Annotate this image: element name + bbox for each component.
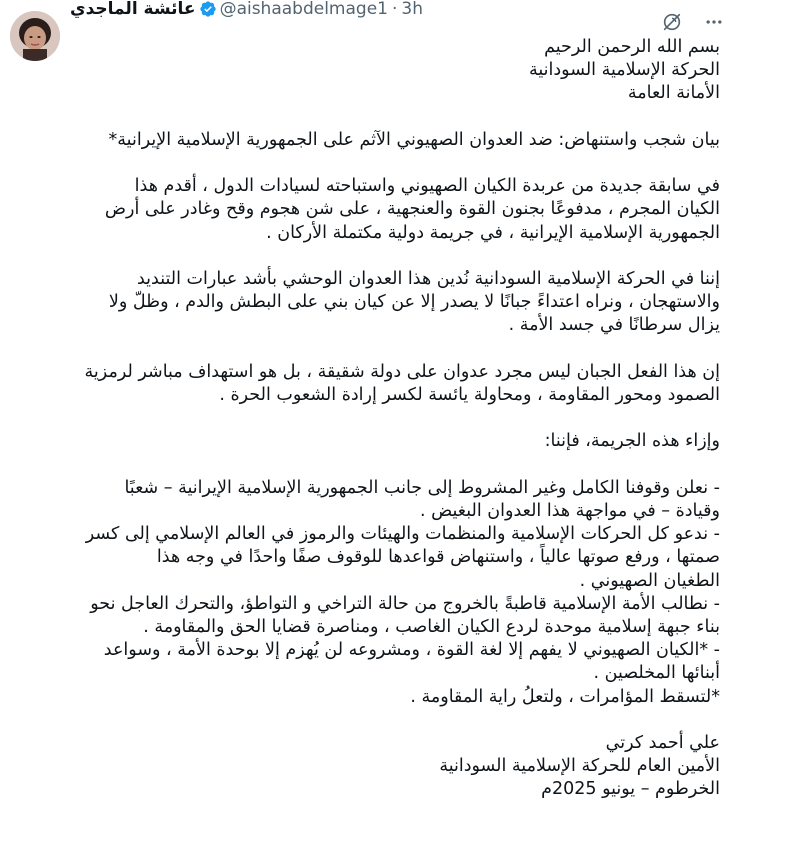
display-name[interactable]: عائشة الماجدي (70, 0, 196, 19)
tweet-text-line: - ندعو كل الحركات الإسلامية والمنظمات والهيئات والرموز في العالم الإسلامي إلى كسر (85, 524, 720, 545)
blank-line (80, 245, 720, 268)
user-handle[interactable]: @aishaabdelmage1 (219, 0, 388, 19)
more-options-icon[interactable] (700, 8, 728, 36)
tweet-text-line: - نعلن وقوفنا الكامل وغير المشروط إلى جانب الجمهورية الإسلامية الإيرانية – شعبًا (124, 477, 720, 498)
tweet-text-line: وقيادة – في مواجهة هذا العدوان البغيض . (419, 500, 720, 521)
tweet-text-line: علي أحمد كرتي (605, 732, 720, 753)
tweet-text (80, 36, 720, 802)
tweet-text-line: الكيان المجرم ، مدفوعًا بجنون القوة والعنجهية ، على شن هجوم وقح وغادر على أرض (104, 199, 720, 220)
avatar[interactable] (10, 11, 60, 61)
blank-line (80, 152, 720, 175)
tweet-text-line: - *الكيان الصهيوني لا يفهم إلا لغة القوة ، ومشروعه لن يُهزم إلا بوحدة الأمة ، وسواعد (103, 640, 720, 661)
blank-line (80, 338, 720, 361)
timestamp[interactable]: 3h (401, 0, 423, 19)
tweet-text-line: - نطالب الأمة الإسلامية قاطبةً بالخروج من حالة التراخي و التواطؤ، والتحرك العاجل نحو (90, 593, 720, 614)
tweet-text-line: بيان شجب واستنهاض: ضد العدوان الصهيوني الآثم على الجمهورية الإسلامية الإيرانية* (108, 129, 720, 150)
tweet-text-line: الجمهورية الإسلامية الإيرانية ، في جريمة دولية مكتملة الأركان . (266, 222, 720, 243)
tweet-text-line: بسم الله الرحمن الرحيم (544, 37, 720, 57)
tweet-header (70, 0, 423, 22)
tweet-text-line: يزال سرطانًا في جسد الأمة . (508, 315, 720, 336)
tweet-text-line: الطغيان الصهيوني . (579, 570, 720, 591)
tweet-text-line: في سابقة جديدة من عربدة الكيان الصهيوني واستباحته لسيادات الدول ، أقدم هذا (134, 176, 720, 197)
blank-line (80, 454, 720, 477)
tweet-text-line: الخرطوم – يونيو 2025م (541, 779, 720, 800)
tweet-text-line: والاستهجان ، ونراه اعتداءً جبانًا لا يصدر إلا عن كيان بني على البطش والدم ، وظلّ ولا (108, 292, 720, 313)
tweet-text-line: *لتسقط المؤامرات ، ولتعلُ راية المقاومة . (410, 686, 720, 707)
avatar-image (10, 11, 60, 61)
tweet-text-line: إن هذا الفعل الجبان ليس مجرد عدوان على دولة شقيقة ، بل هو استهداف مباشر لرمزية (84, 361, 720, 382)
tweet-text-line: الأمانة العامة (627, 83, 720, 104)
tweet-text-line: الصمود ومحور المقاومة ، ومحاولة يائسة لكسر إرادة الشعوب الحرة . (219, 384, 720, 405)
verified-badge-icon (199, 0, 217, 18)
tweet-text-line: بناء جبهة إسلامية موحدة لردع الكيان الغاصب ، ومناصرة قضايا الحق والمقاومة . (143, 616, 720, 637)
blank-line (80, 106, 720, 129)
tweet-text-line: وإزاء هذه الجريمة، فإننا: (544, 431, 720, 452)
tweet-text-line: الأمين العام للحركة الإسلامية السودانية (439, 756, 720, 777)
blank-line (80, 407, 720, 430)
tweet-text-line: إننا في الحركة الإسلامية السودانية نُدين هذا العدوان الوحشي بأشد عبارات التنديد (136, 268, 720, 289)
blank-line (80, 709, 720, 732)
grok-icon[interactable] (661, 11, 683, 33)
separator-dot: · (391, 0, 398, 19)
tweet-text-line: صمتها ، ورفع صوتها عالياً ، واستنهاض قواعدها للوقوف صفًا واحدًا في وجه هذا (156, 547, 720, 568)
tweet-text-line: أبنائها المخلصين . (593, 663, 720, 684)
tweet-text-line: الحركة الإسلامية السودانية (528, 60, 720, 81)
